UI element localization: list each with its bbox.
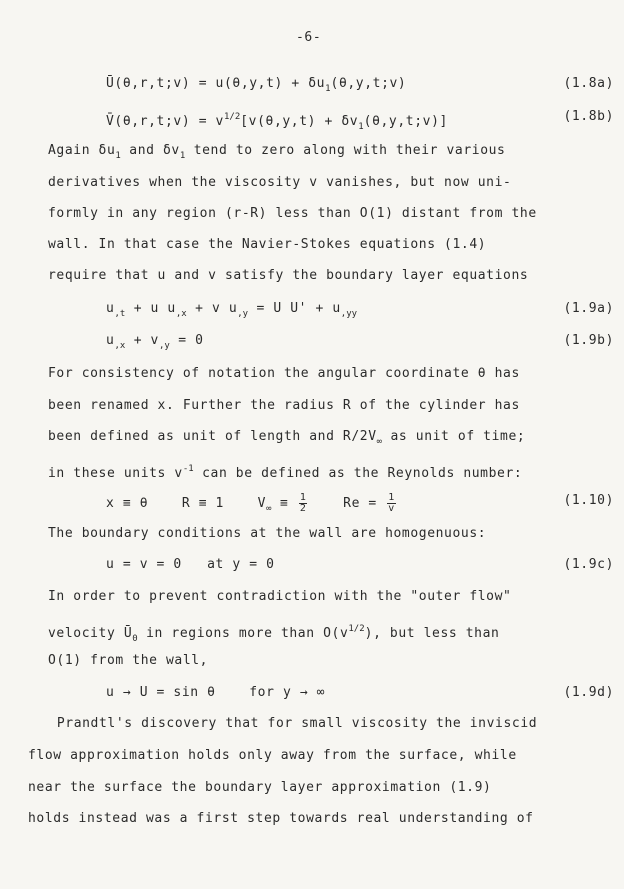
equation-1-8b (106, 109, 448, 135)
subscript: ,y (159, 341, 170, 351)
equation-1-10 (106, 493, 398, 517)
superscript: -1 (182, 464, 194, 474)
denominator: v (388, 503, 395, 514)
text-span: can be defined as the Reynolds number: (193, 466, 523, 481)
equation-number-1-9b: (1.9b) (563, 333, 614, 348)
boundary-conditions-line: The boundary conditions at the wall are homogenuous: (48, 526, 487, 541)
equation-1-9a (106, 301, 357, 322)
denominator: 2 (299, 503, 307, 514)
equation-1-8b-lhs: V̄(θ,r,t;v) = v (106, 114, 224, 129)
paragraph-4-line-3: near the surface the boundary layer approximation (1.9) (28, 780, 492, 795)
paragraph-4-line-2: flow approximation holds only away from the surface, while (28, 748, 517, 763)
equation-1-9c: u = v = 0 at y = 0 (106, 557, 275, 572)
paragraph-3-line-1: In order to prevent contradiction with the "outer flow" (48, 589, 512, 604)
equation-number-1-8b: (1.8b) (563, 109, 614, 124)
fraction-one-over-v (387, 493, 396, 514)
text-span: Re = (309, 496, 386, 511)
paragraph-2-line-3 (48, 429, 525, 450)
text-span: and δv (120, 143, 180, 158)
text-span: in these units v (48, 466, 183, 481)
text-span: been defined as unit of length and R/2V (48, 429, 377, 444)
equation-1-8b-rhs: (θ,y,t;v)] (363, 114, 448, 129)
subscript: 1 (179, 151, 186, 161)
text-span: ≡ (271, 496, 297, 511)
paragraph-3-line-3: O(1) from the wall, (48, 653, 209, 668)
equation-number-1-9c: (1.9c) (563, 557, 614, 572)
text-span: ), but less than (364, 626, 500, 641)
paragraph-2-line-1: For consistency of notation the angular coordinate θ has (48, 366, 520, 381)
paragraph-2-line-4 (48, 461, 522, 482)
numerator: 1 (299, 492, 307, 503)
equation-number-1-9d: (1.9d) (563, 685, 614, 700)
subscript: ,yy (340, 309, 358, 319)
text-span: = U U' + u (248, 301, 341, 316)
numerator: 1 (388, 492, 395, 503)
superscript: 1/2 (348, 624, 365, 634)
equation-1-9d: u → U = sin θ for y → ∞ (106, 685, 326, 700)
subscript: ∞ (266, 504, 272, 514)
text-span: tend to zero along with their various (185, 143, 506, 158)
text-span: u (106, 301, 115, 316)
subscript: 0 (132, 634, 138, 644)
text-span: + u u (125, 301, 176, 316)
equation-number-1-10: (1.10) (563, 493, 614, 508)
text-span: Again δu (48, 143, 116, 158)
equation-number-1-9a: (1.9a) (563, 301, 614, 316)
page-number: -6- (296, 30, 322, 45)
subscript: ,y (237, 309, 249, 319)
subscript: ,t (114, 309, 126, 319)
equation-1-8b-sub: 1 (358, 122, 364, 132)
equation-1-8a-lhs: Ū(θ,r,t;v) = u(θ,y,t) + δu (106, 76, 326, 91)
paragraph-1-line-5: require that u and v satisfy the boundary layer equations (48, 268, 529, 283)
text-span: in regions more than O(v (137, 626, 349, 641)
paragraph-1-line-4: wall. In that case the Navier-Stokes equations (1.4) (48, 237, 487, 252)
equation-1-8b-mid: [v(θ,y,t) + δv (240, 114, 359, 129)
text-span: as unit of time; (382, 429, 526, 444)
subscript: ∞ (376, 437, 383, 447)
equation-1-8a (106, 76, 406, 97)
paragraph-1-line-3: formly in any region (r-R) less than O(1) distant from the (48, 206, 537, 221)
subscript: ,x (175, 309, 187, 319)
equation-number-1-8a: (1.8a) (563, 76, 614, 91)
text-span: + v (125, 333, 159, 348)
equation-1-8a-sub: 1 (325, 84, 331, 94)
subscript: ,x (114, 341, 126, 351)
equation-1-8b-sup: 1/2 (223, 112, 241, 122)
equation-1-8a-rhs: (θ,y,t;v) (330, 76, 407, 91)
text-span: x ≡ θ R ≡ 1 V (106, 496, 267, 511)
text-span: = 0 (169, 333, 204, 348)
paragraph-1-line-2: derivatives when the viscosity v vanishes, but now uni- (48, 175, 512, 190)
subscript: 1 (115, 151, 121, 161)
paragraph-4-line-4: holds instead was a first step towards real understanding of (28, 811, 534, 826)
text-span: velocity Ū (48, 626, 133, 641)
paragraph-4-line-1: Prandtl's discovery that for small viscosity the inviscid (40, 716, 538, 731)
paragraph-2-line-2: been renamed x. Further the radius R of the cylinder has (48, 398, 520, 413)
text-span: u (106, 333, 115, 348)
text-span: + v u (186, 301, 238, 316)
fraction-one-half (299, 493, 308, 514)
paragraph-3-line-2 (48, 621, 499, 647)
paragraph-1-line-1 (48, 143, 505, 164)
equation-1-9b (106, 333, 204, 354)
